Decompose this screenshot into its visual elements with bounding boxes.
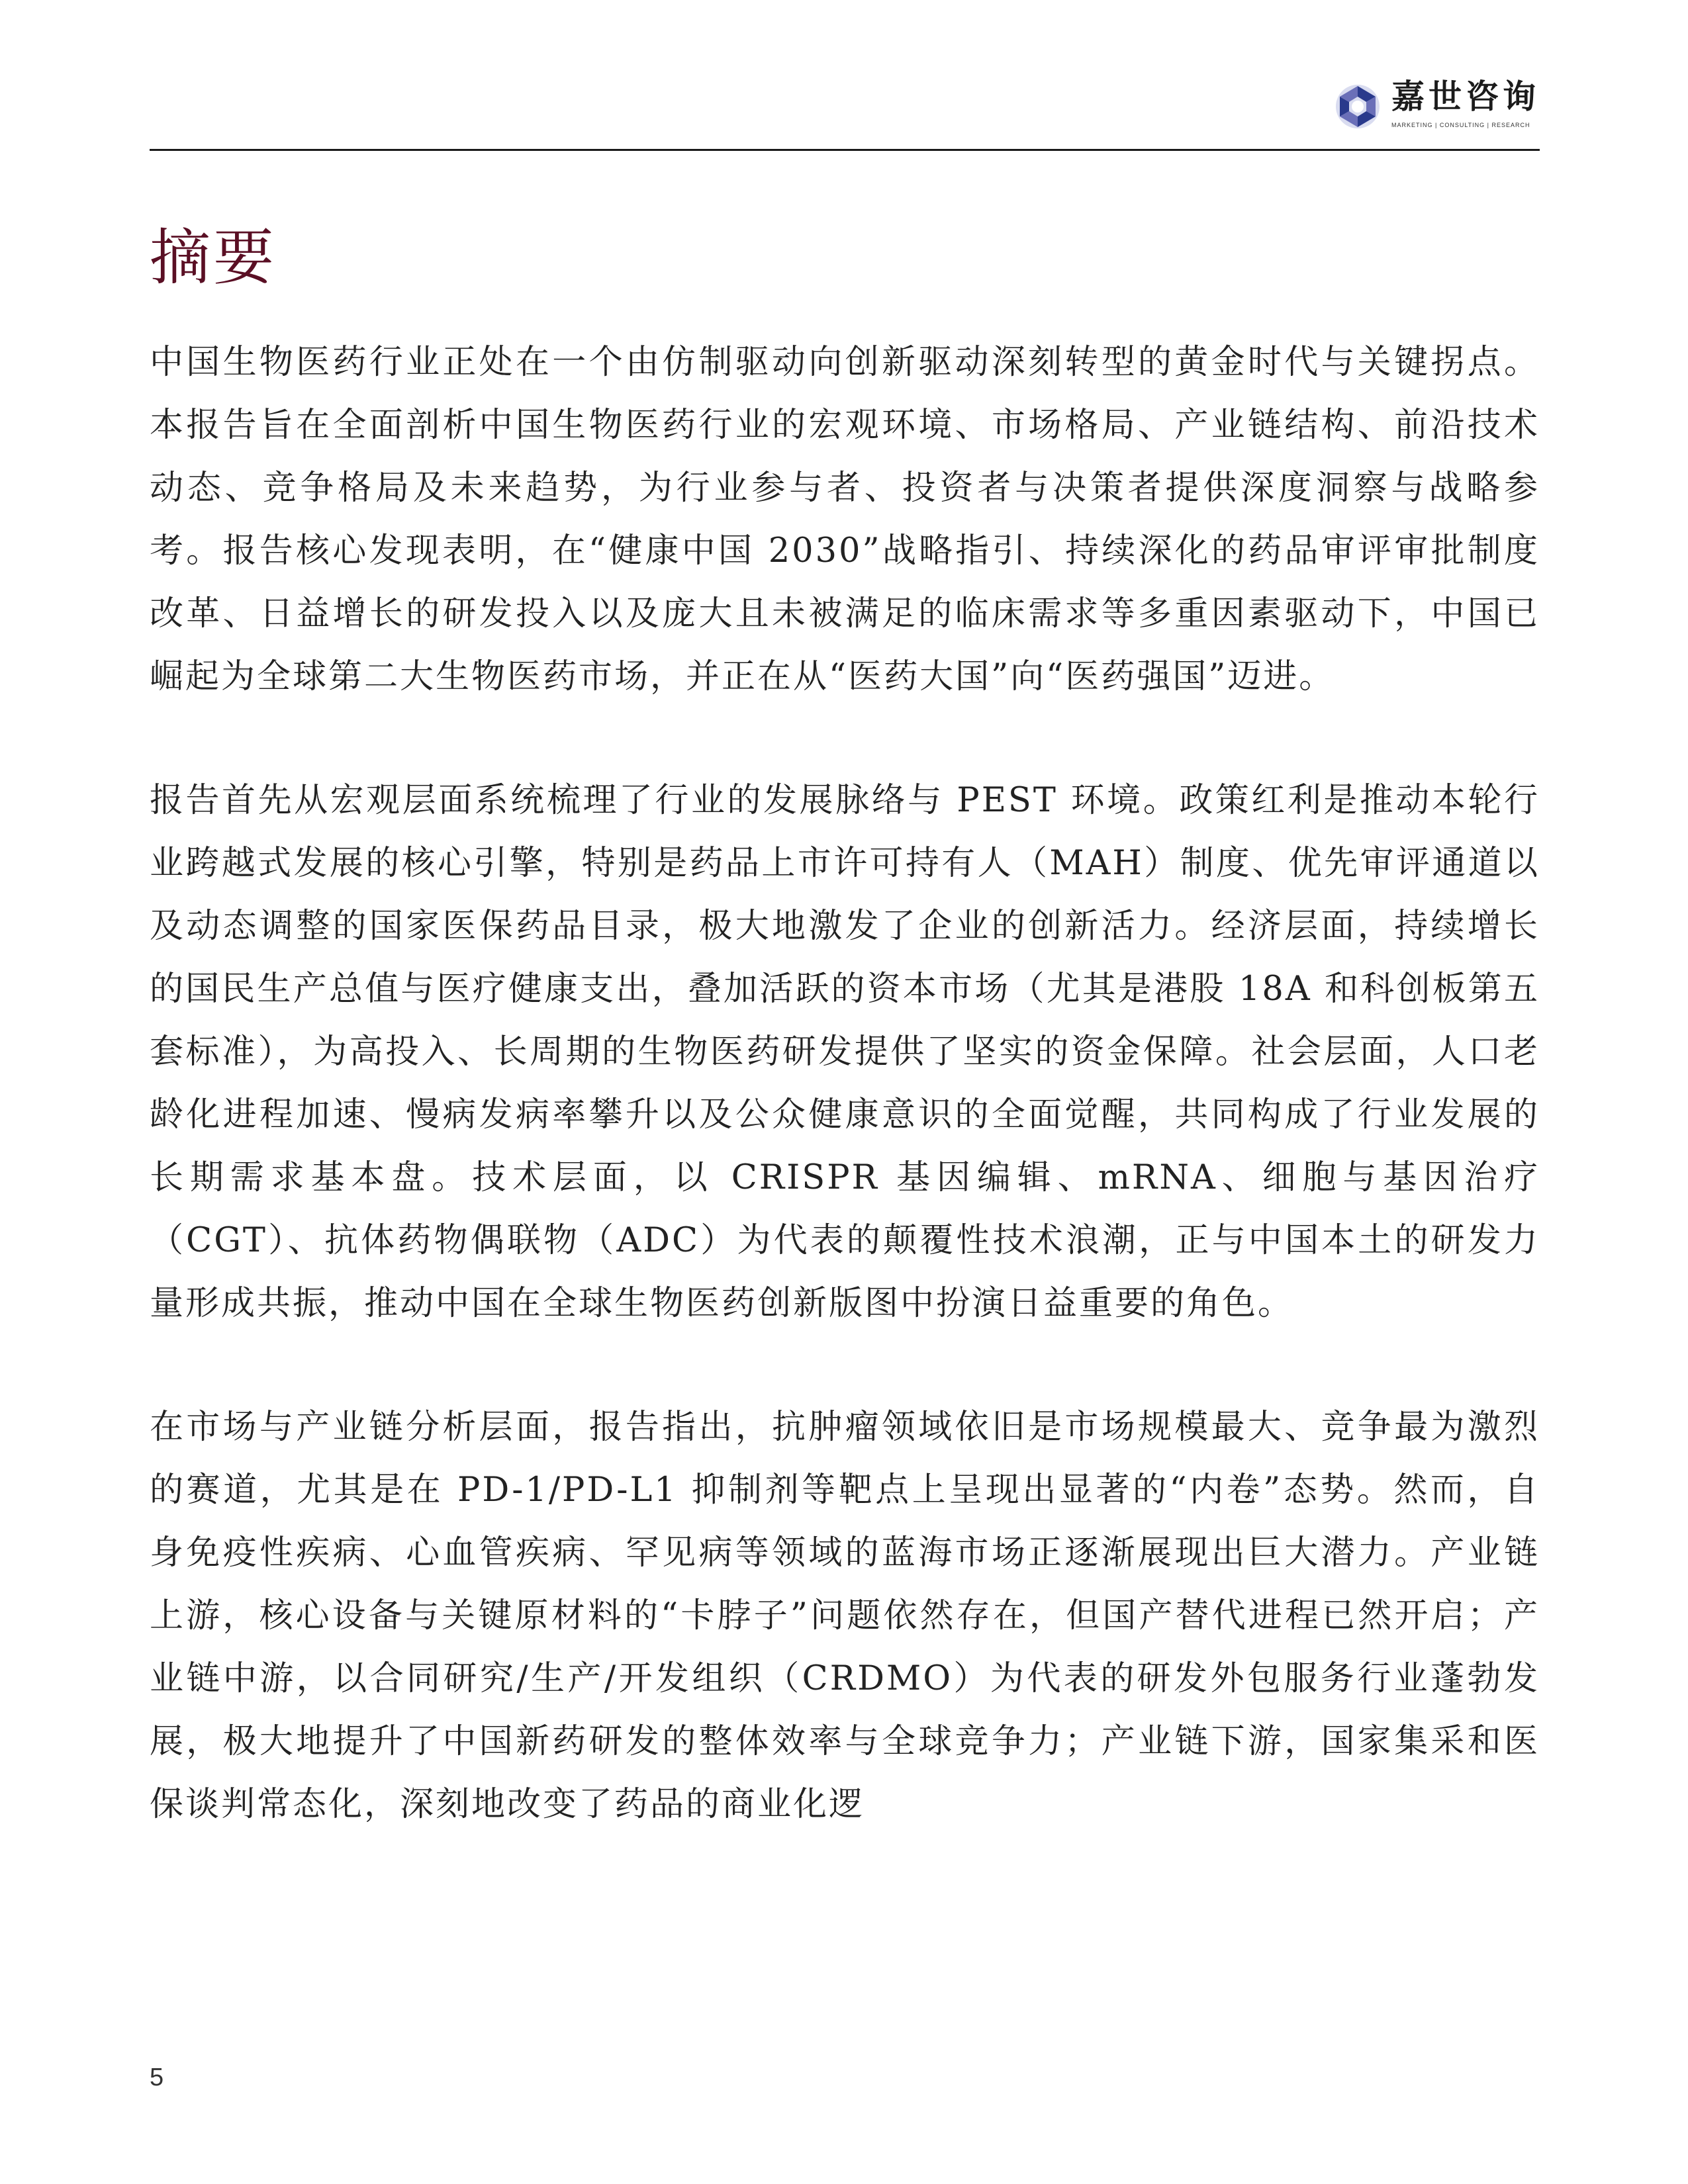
- page-title: 摘要: [150, 222, 277, 293]
- summary-body: [150, 331, 1540, 1897]
- paragraph-1: 中国生物医药行业正处在一个由仿制驱动向创新驱动深刻转型的黄金时代与关键拐点。本报告旨在全面剖析中国生物医药行业的宏观环境、市场格局、产业链结构、前沿技术动态、竞争格局及未来趋势，为行业参与者、投资者与决策者提供深度洞察与战略参考。报告核心发现表明，在“健康中国 2030”战略指引、持续深化的药品审评审批制度改革、日益增长的研发投入以及庞大且未被满足的临床需求等多重因素驱动下，中国已崛起为全球第二大生物医药市场，并正在从“医药大国”向“医药强国”迈进。: [150, 343, 1540, 696]
- jiashi-logo-icon: [1335, 83, 1381, 130]
- header-divider: [150, 149, 1540, 151]
- paragraph-3: 在市场与产业链分析层面，报告指出，抗肿瘤领域依旧是市场规模最大、竞争最为激烈的赛道，尤其是在 PD-1/PD-L1 抑制剂等靶点上呈现出显著的“内卷”态势。然而，自身免疫性疾病、心血管疾病、罕见病等领域的蓝海市场正逐渐展现出巨大潜力。产业链上游，核心设备与关键原材料的“卡脖子”问题依然存在，但国产替代进程已然开启；产业链中游，以合同研究/生产/开发组织（CRDMO）为代表的研发外包服务行业蓬勃发展，极大地提升了中国新药研发的整体效率与全球竞争力；产业链下游，国家集采和医保谈判常态化，深刻地改变了药品的商业化逻: [150, 1408, 1540, 1824]
- paragraph-2: 报告首先从宏观层面系统梳理了行业的发展脉络与 PEST 环境。政策红利是推动本轮行业跨越式发展的核心引擎，特别是药品上市许可持有人（MAH）制度、优先审评通道以及动态调整的国家医保药品目录，极大地激发了企业的创新活力。经济层面，持续增长的国民生产总值与医疗健康支出，叠加活跃的资本市场（尤其是港股 18A 和科创板第五套标准），为高投入、长周期的生物医药研发提供了坚实的资金保障。社会层面，人口老龄化进程加速、慢病发病率攀升以及公众健康意识的全面觉醒，共同构成了行业发展的长期需求基本盘。技术层面，以 CRISPR 基因编辑、mRNA、细胞与基因治疗（CGT）、抗体药物偶联物（ADC）为代表的颠覆性技术浪潮，正与中国本土的研发力量形成共振，推动中国在全球生物医药创新版图中扮演日益重要的角色。: [150, 781, 1540, 1323]
- logo-name: 嘉世咨询: [1391, 77, 1540, 116]
- page-header: [150, 66, 1540, 151]
- company-logo: [1335, 78, 1540, 135]
- page-number: 5: [150, 2064, 164, 2091]
- logo-tagline: MARKETING | CONSULTING | RESEARCH: [1391, 122, 1530, 128]
